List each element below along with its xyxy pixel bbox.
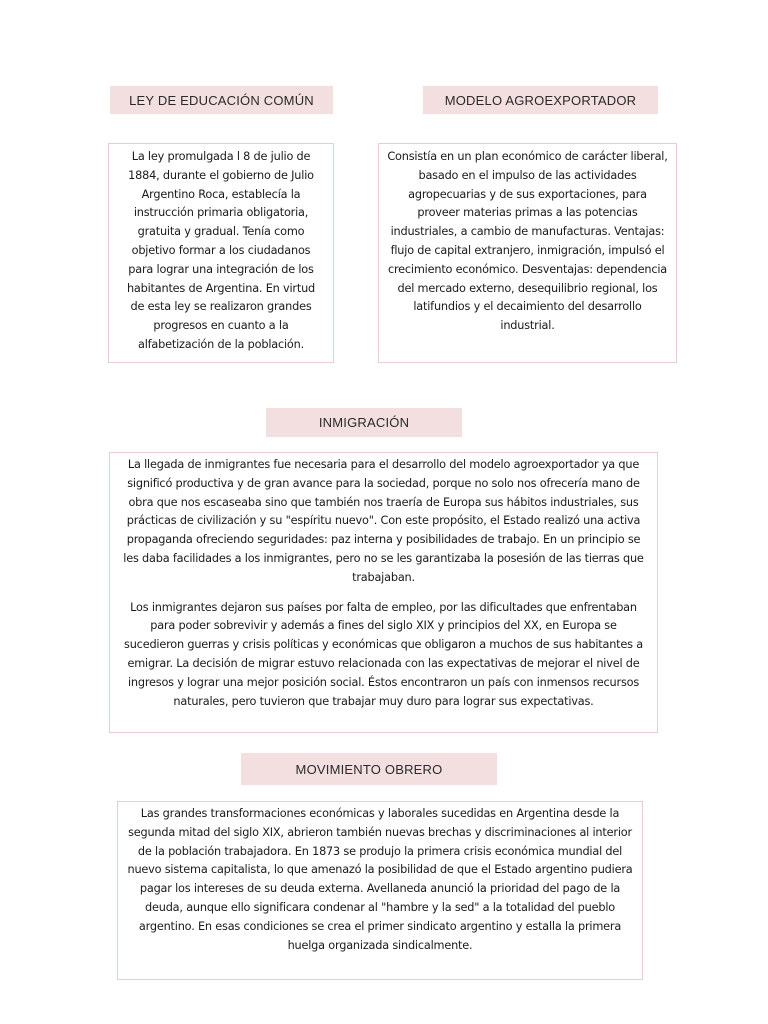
ley-educacion-box xyxy=(108,143,334,363)
inmigracion-title: INMIGRACIÓN xyxy=(266,408,462,437)
modelo-agroexportador-text: Consistía en un plan económico de carácter liberal, basado en el impulso de las actividades agropecuarias y de sus exportaciones, para proveer materias primas a las potencias industriales, a cambio de manufacturas. Ventajas: flujo de capital extranjero, inmigración, impulsó el crecimiento económico. Desventajas: dependencia del mercado externo, desequilibrio regional, los latifundios y el decaimiento del desarrollo industrial. xyxy=(387,150,668,333)
inmigracion-paragraph-2: Los inmigrantes dejaron sus países por falta de empleo, por las dificultades que enfrentaban para poder sobrevivir y además a fines del siglo XIX y principios del XX, en Europa se sucedieron guerras y crisis políticas y económicas que obligaron a muchos de sus habitantes a emigrar. La decisión de migrar estuvo relacionada con las expectativas de mejorar el nivel de ingresos y lograr una mejor posición social. Éstos encontraron un país con inmensos recursos naturales, pero tuvieron que trabajar muy duro para lograr sus expectativas. xyxy=(124,600,643,708)
movimiento-obrero-text: Las grandes transformaciones económicas y laborales sucedidas en Argentina desde la segunda mitad del siglo XIX, abrieron también nuevas brechas y discriminaciones al interior de la población trabajadora. En 1873 se produjo la primera crisis económica mundial del nuevo sistema capitalista, lo que amenazó la posibilidad de que el Estado argentino pudiera pagar los intereses de su deuda externa. Avellaneda anunció la prioridad del pago de la deuda, aunque ello significara condenar al "hambre y la sed" a la totalidad del pueblo argentino. En esas condiciones se crea el primer sindicato argentino y estalla la primera huelga organizada sindicalmente. xyxy=(127,807,633,952)
ley-educacion-text: La ley promulgada l 8 de julio de 1884, durante el gobierno de Julio Argentino Roca, establecía la instrucción primaria obligatoria, gratuita y gradual. Tenía como objetivo formar a los ciudadanos para lograr una integración de los habitantes de Argentina. En virtud de esta ley se realizaron grandes progresos en cuanto a la alfabetización de la población. xyxy=(126,150,316,351)
inmigracion-box xyxy=(109,452,658,733)
modelo-agroexportador-box xyxy=(378,143,677,363)
modelo-agroexportador-title: MODELO AGROEXPORTADOR xyxy=(423,86,658,114)
movimiento-obrero-title: MOVIMIENTO OBRERO xyxy=(241,753,497,785)
movimiento-obrero-box xyxy=(117,801,643,980)
ley-educacion-title: LEY DE EDUCACIÓN COMÚN xyxy=(110,86,333,114)
inmigracion-paragraph-1: La llegada de inmigrantes fue necesaria para el desarrollo del modelo agroexportador ya que significó productiva y de gran avance para la sociedad, porque no solo nos ofrecería mano de obra que nos escaseaba sino que también nos traería de Europa sus hábitos industriales, sus prácticas de civilización y su "espíritu nuevo". Con este propósito, el Estado realizó una activa propaganda ofreciendo seguridades: paz interna y posibilidades de trabajo. En un principio se les daba facilidades a los inmigrantes, pero no se les garantizaba la posesión de las tierras que trabajaban. xyxy=(123,458,644,584)
